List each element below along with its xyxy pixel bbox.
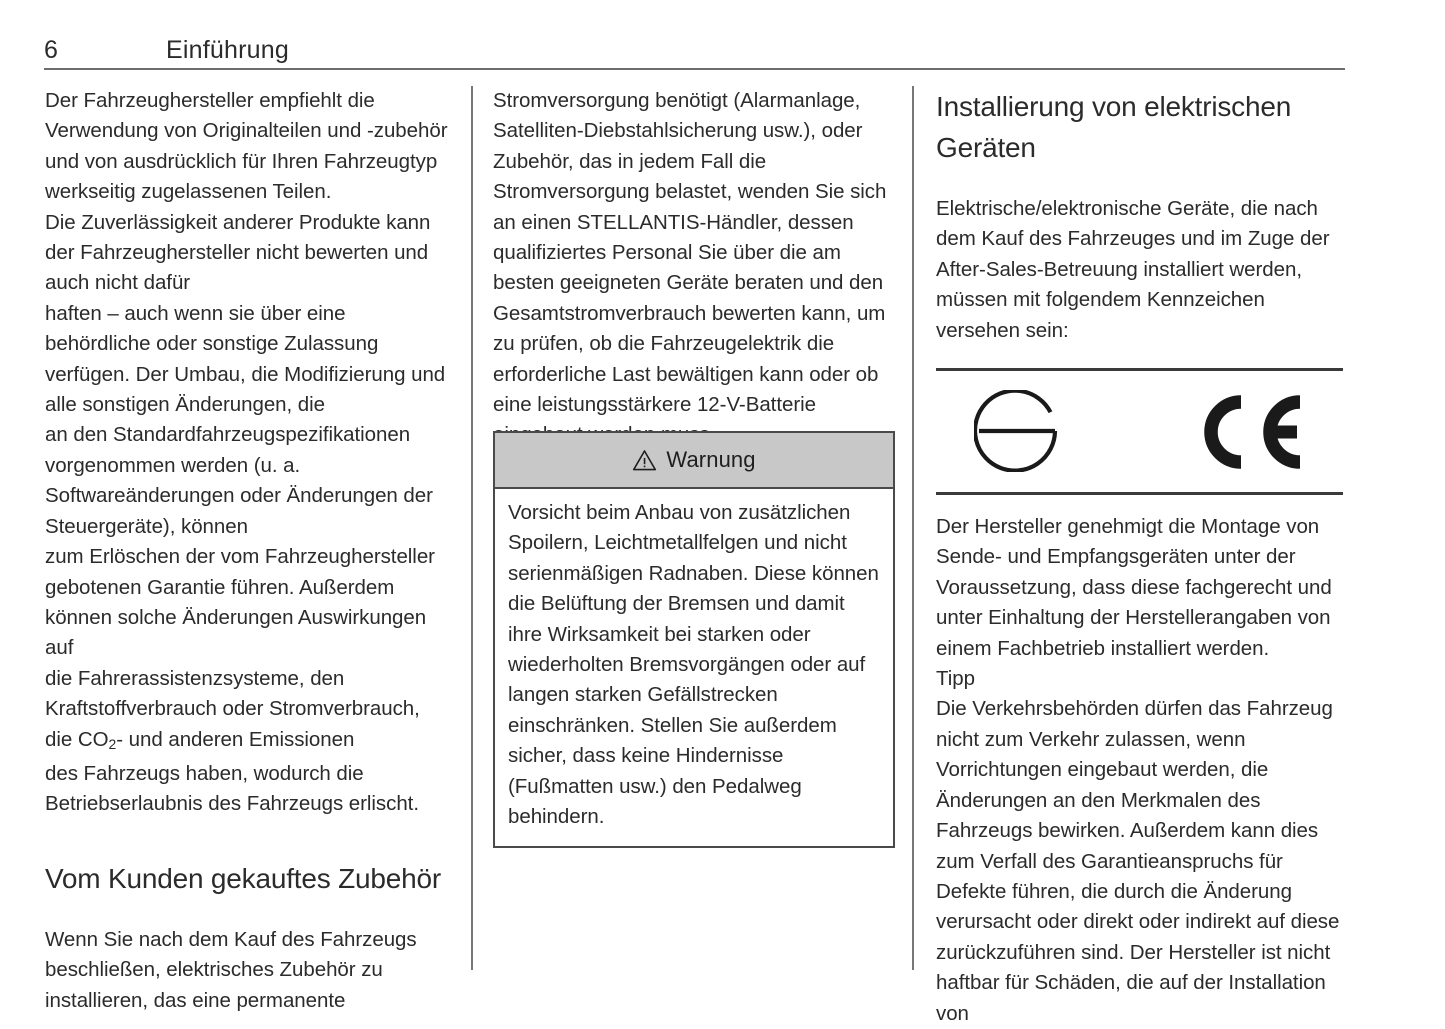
tip-label: Tipp bbox=[936, 667, 975, 691]
paragraph: haften – auch wenn sie über eine behördliche oder sonstige Zulassung verfügen. Der Umbau, die Modifizierung und alle sonstigen Änderungen, die bbox=[45, 301, 446, 417]
paragraph-co2 bbox=[45, 725, 453, 759]
column-divider-1 bbox=[471, 86, 473, 970]
warning-box bbox=[493, 431, 895, 848]
header-rule bbox=[44, 68, 1345, 70]
column-1 bbox=[45, 86, 453, 1016]
spacer bbox=[936, 496, 1344, 512]
warning-title: Warnung bbox=[666, 447, 756, 472]
section-heading-installation: Installierung von elektrischen Geräten bbox=[936, 91, 1292, 163]
co2-prefix: die CO bbox=[45, 727, 109, 751]
paragraph: Wenn Sie nach dem Kauf des Fahrzeugs beschließen, elektrisches Zubehör zu installieren, das eine permanente bbox=[45, 927, 417, 1012]
tip-text: Die Verkehrsbehörden dürfen das Fahrzeug nicht zum Verkehr zulassen, wenn Vorrichtungen eingebaut werden, die Änderungen an den Merkmalen des Fahrzeugs bewirken. Außerdem kann dies zum Verfall des Garantieanspruchs für Defekte führen, die durch die Änderung verursacht oder direkt oder indirekt auf diese zurückzuführen sind. Der Hersteller ist nicht haftbar für Schäden, die auf der Installation von bbox=[936, 697, 1340, 1025]
spacer bbox=[936, 168, 1344, 194]
marks-rule-bottom bbox=[936, 492, 1343, 495]
paragraph: an den Standardfahrzeugspezifikationen vorgenommen werden (u. a. Softwareänderungen oder Änderungen der Steuergeräte), können bbox=[45, 423, 433, 538]
page-number: 6 bbox=[44, 36, 59, 64]
chapter-title: Einführung bbox=[166, 36, 289, 64]
warning-header bbox=[495, 433, 893, 489]
co2-subscript: 2 bbox=[108, 735, 117, 752]
paragraph: zum Erlöschen der vom Fahrzeughersteller gebotenen Garantie führen. Außerdem können solche Änderungen Auswirkungen auf bbox=[45, 545, 435, 660]
column-divider-2 bbox=[912, 86, 914, 970]
spacer bbox=[45, 899, 453, 925]
certification-marks-band bbox=[936, 368, 1344, 496]
spacer bbox=[45, 820, 453, 858]
paragraph: Elektrische/elektronische Geräte, die nach dem Kauf des Fahrzeuges und im Zuge der After-Sales-Betreuung installiert werden, müssen mit folgendem Kennzeichen versehen sein: bbox=[936, 197, 1330, 342]
marks-rule-top bbox=[936, 368, 1343, 371]
section-heading-accessories: Vom Kunden gekauftes Zubehör bbox=[45, 862, 442, 894]
page-header bbox=[44, 34, 1344, 70]
warning-body bbox=[495, 489, 893, 846]
paragraph: Stromversorgung benötigt (Alarmanlage, Satelliten-Diebstahlsicherung usw.), oder Zubehör, das in jedem Fall die Stromversorgung belastet, wenden Sie sich an einen STELLANTIS-Händler, dessen qualifiziertes Personal Sie über die am besten geeigneten Geräte beraten und den Gesamtstromverbrauch bewerten kann, um zu prüfen, ob die Fahrzeugelektrik die erforderliche Last bewältigen kann oder ob eine leistungsstärkere 12-V-Batterie bbox=[493, 89, 887, 417]
paragraph: Die Zuverlässigkeit anderer Produkte kann der Fahrzeughersteller nicht bewerten und auch nicht dafür bbox=[45, 210, 431, 295]
warning-text: Vorsicht beim Anbau von zusätzlichen Spoilern, Leichtmetallfelgen und nicht serienmäßigen Radnaben. Diese können die Belüftung der Bremsen und damit ihre Wirksamkeit bei starken oder wiederholten Bremsvorgängen oder auf langen starken Gefällstrecken einschränken. Stellen Sie außerdem sicher, dass keine Hindernisse (Fußmatten usw.) den Pedalweg behindern. bbox=[508, 501, 879, 829]
paragraph: Der Hersteller genehmigt die Montage von Sende- und Empfangsgeräten unter der Voraussetzung, dass diese fachgerecht und unter Einhaltung der Herstellerangaben von einem Fachbetrieb installiert werden. bbox=[936, 515, 1332, 660]
co2-suffix: - und anderen Emissionen bbox=[116, 727, 355, 751]
column-3 bbox=[936, 86, 1344, 1029]
e-mark-symbol bbox=[974, 390, 1064, 472]
warning-triangle-icon bbox=[632, 449, 657, 471]
column-2 bbox=[493, 86, 897, 451]
paragraph: des Fahrzeugs haben, wodurch die Betriebserlaubnis des Fahrzeugs erlischt. bbox=[45, 762, 419, 816]
paragraph: die Fahrerassistenzsysteme, den Kraftstoffverbrauch oder Stromverbrauch, bbox=[45, 666, 420, 721]
ce-mark-symbol bbox=[1196, 394, 1306, 470]
paragraph: Der Fahrzeughersteller empfiehlt die Verwendung von Originalteilen und -zubehör und von ausdrücklich für Ihren Fahrzeugtyp werkseitig zugelassenen Teilen. bbox=[45, 89, 448, 204]
